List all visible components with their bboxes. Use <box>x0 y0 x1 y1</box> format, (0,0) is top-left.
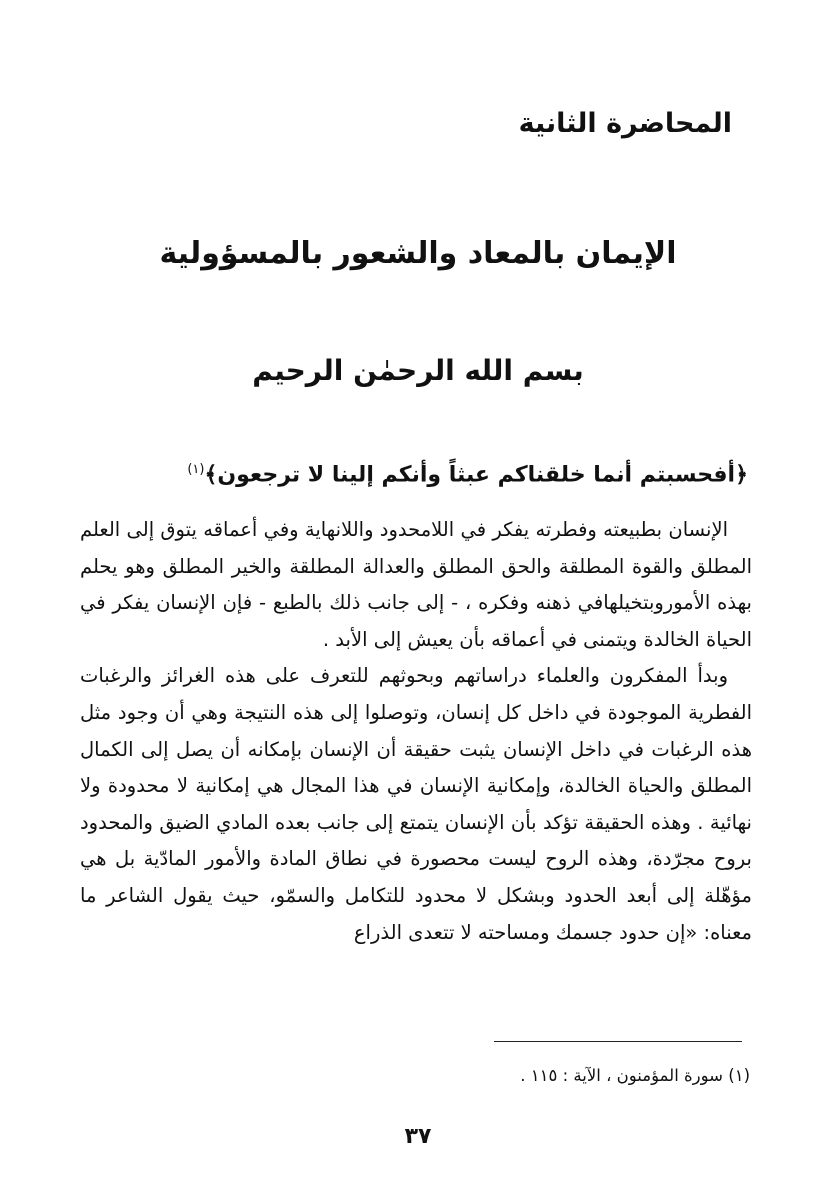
footnote: (١) سورة المؤمنون ، الآية : ١١٥ . <box>520 1066 750 1085</box>
verse-text: ﴿أفحسبتم أنما خلقناكم عبثاً وأنكم إلينا لا ترجعون﴾ <box>204 462 748 488</box>
quran-verse <box>187 462 748 487</box>
basmala: بسم الله الرحمٰن الرحيم <box>252 354 584 387</box>
footnote-reference: (١) <box>187 462 205 477</box>
body-text <box>80 512 752 951</box>
lecture-heading: المحاضرة الثانية <box>518 108 732 139</box>
paragraph: وبدأ المفكرون والعلماء دراساتهم وبحوثهم للتعرف على هذه الغرائز والرغبات الفطرية الموجودة في داخل كل إنسان، وتوصلوا إلى هذه النتيجة وهي أن وجود مثل هذه الرغبات في داخل الإنسان يثبت حقيقة أن الإنسان بإمكانه أن يصل إلى الكمال المطلق والحياة الخالدة، وإمكانية الإنسان في هذا المجال هي إمكانية لا محدودة ولا نهائية . وهذه الحقيقة تؤكد بأن الإنسان يتمتع إلى جانب بعده المادي الضيق والمحدود بروح مجرّدة، وهذه الروح ليست محصورة في نطاق المادة والأمور المادّية بل هي مؤهّلة إلى أبعد الحدود وبشكل لا محدود للتكامل والسمّو، حيث يقول الشاعر ما معناه: «إن حدود جسمك ومساحته لا تتعدى الذراع <box>80 664 752 944</box>
footnote-divider <box>494 1041 742 1042</box>
chapter-title: الإيمان بالمعاد والشعور بالمسؤولية <box>159 236 677 271</box>
paragraph: الإنسان بطبيعته وفطرته يفكر في اللامحدود واللانهاية وفي أعماقه يتوق إلى العلم المطلق والقوة المطلقة والحق المطلق والعدالة المطلقة والخير المطلق وهو يحلم بهذه الأموروبتخيلهافي ذهنه وفكره ، - إلى جانب ذلك بالطبع - فإن الإنسان يفكر في الحياة الخالدة ويتمنى في أعماقه بأن يعيش إلى الأبد . <box>80 518 752 651</box>
page-number: ٣٧ <box>404 1124 432 1149</box>
